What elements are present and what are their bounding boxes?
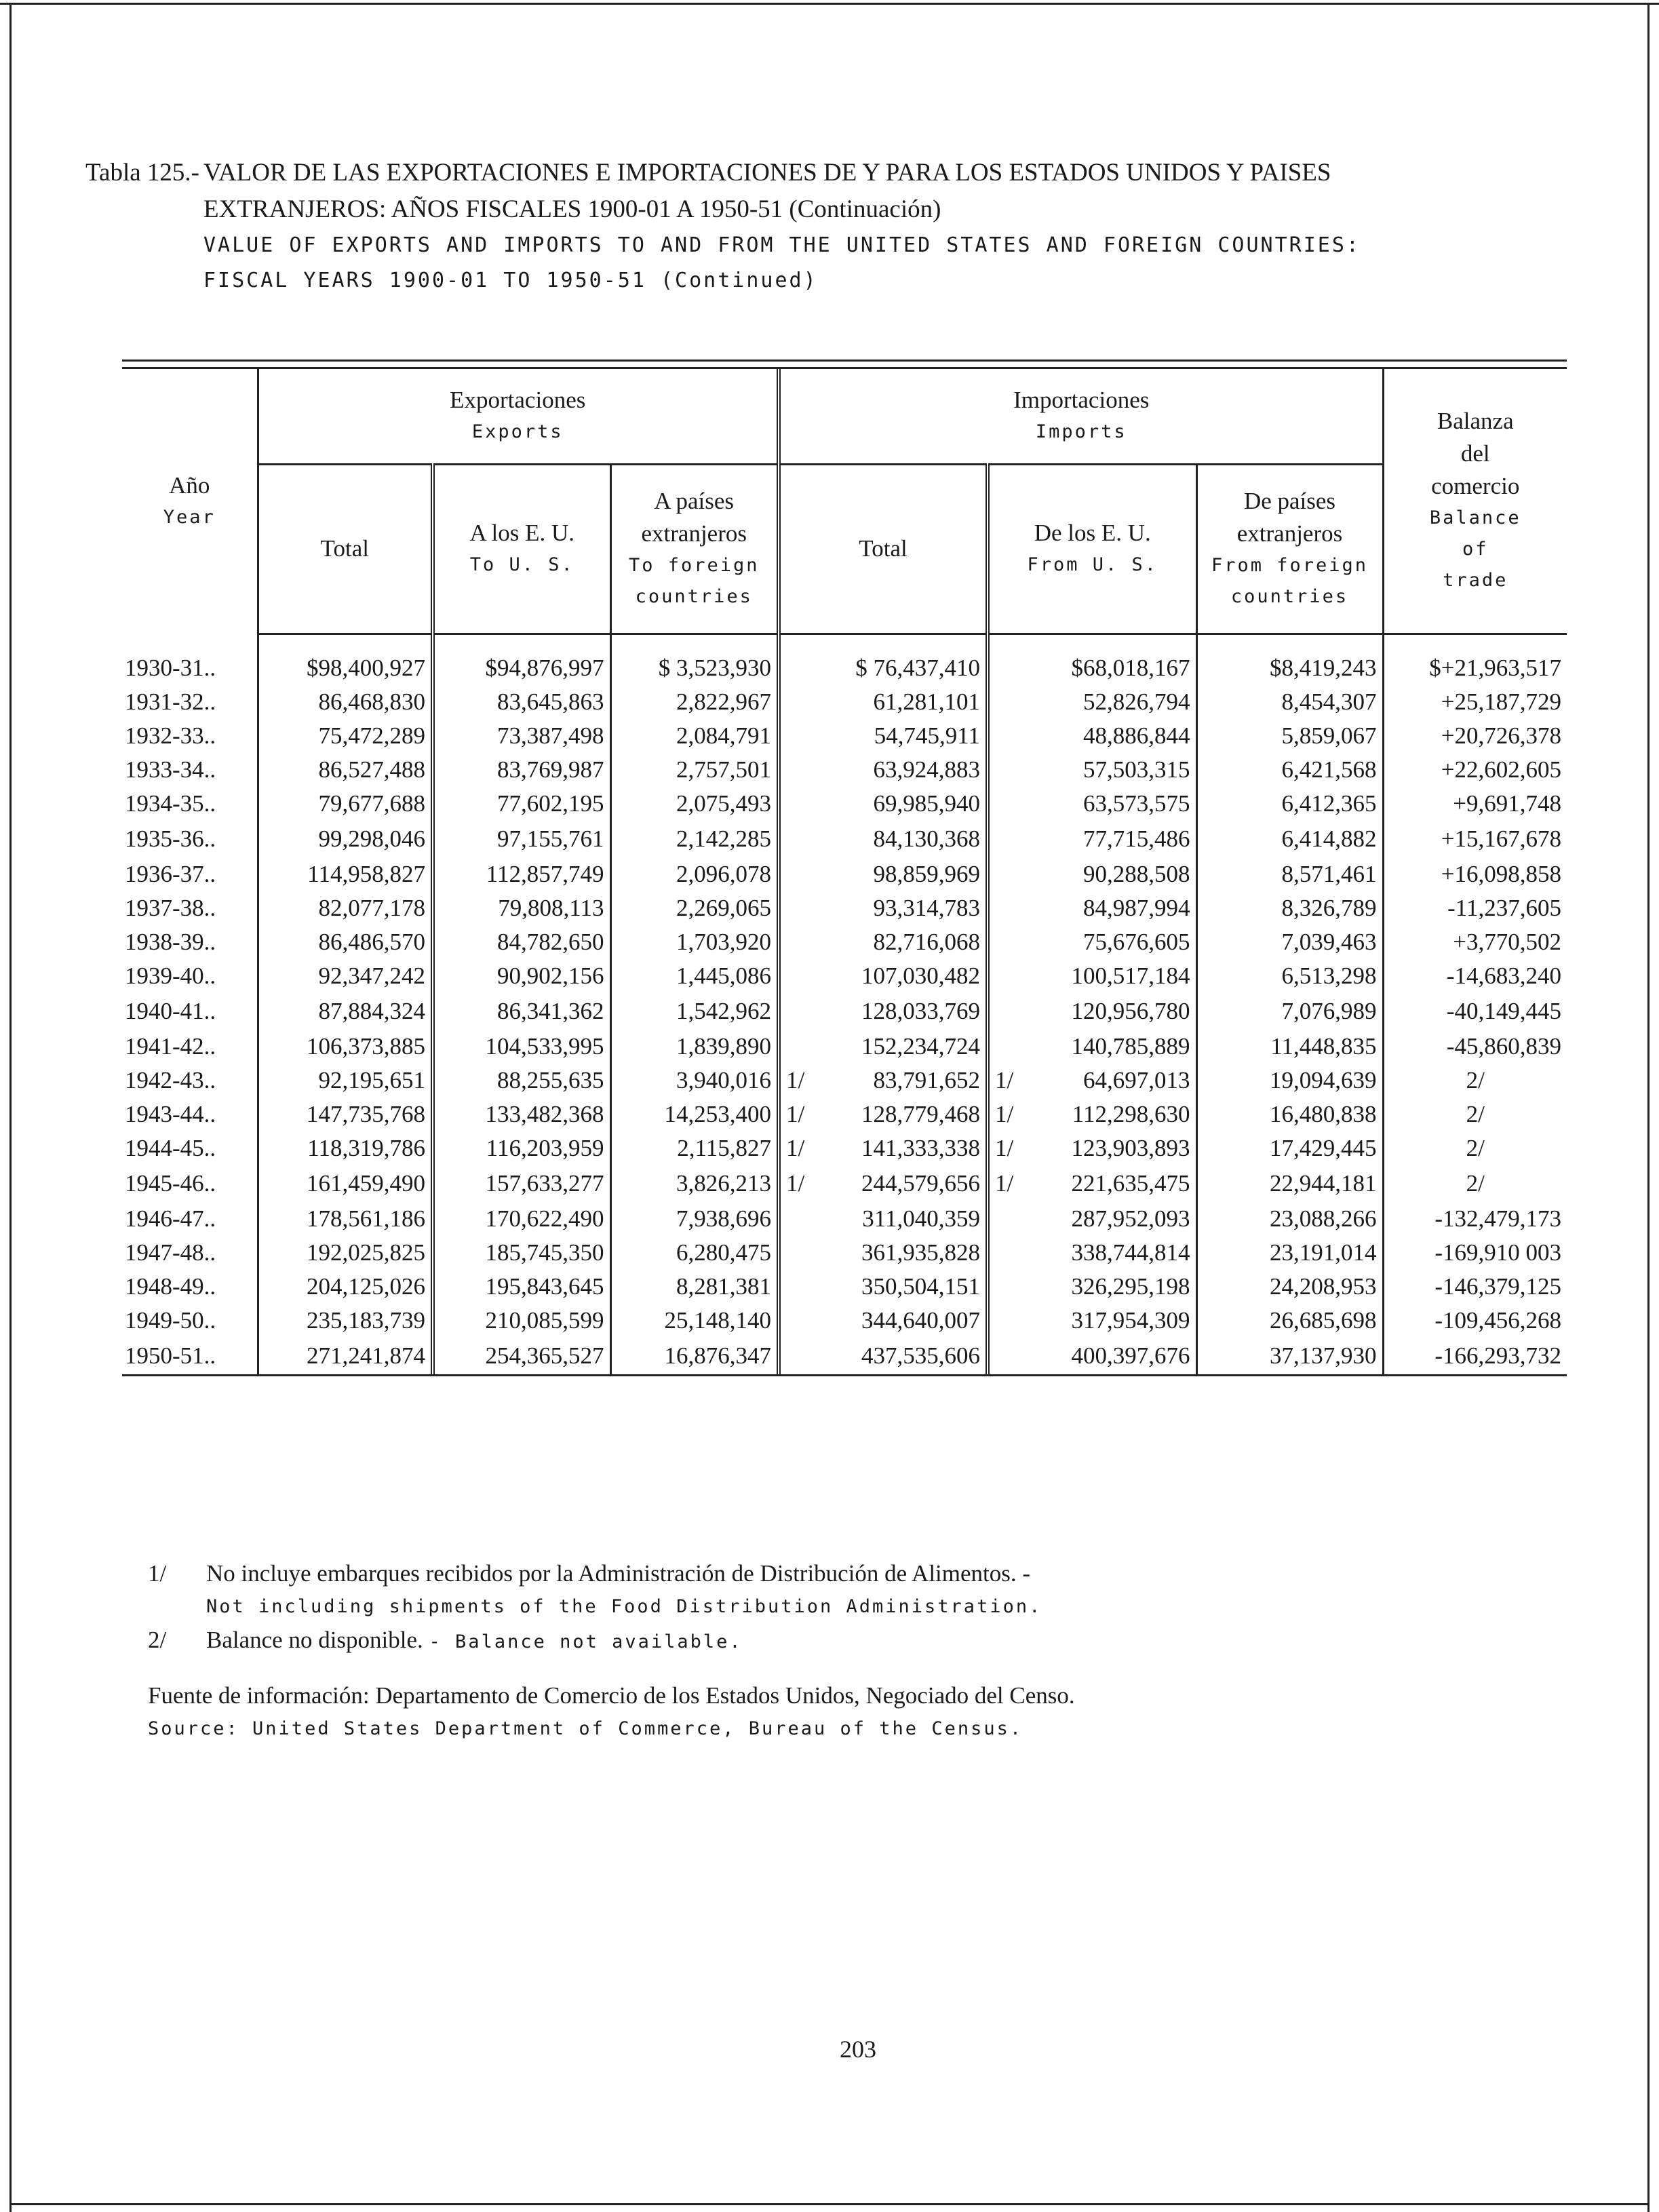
cell-imp-total: 107,030,482 <box>779 959 988 993</box>
cell-imp-foreign: 6,513,298 <box>1196 959 1383 993</box>
header-balance <box>1383 369 1567 634</box>
table-title <box>85 155 1560 298</box>
footnote-ref: 1/ <box>995 1170 1014 1197</box>
cell-year: 1937-38.. <box>125 895 216 921</box>
page-border-top <box>0 3 1659 5</box>
header-year-en: Year <box>163 507 216 528</box>
cell-year: 1945-46.. <box>125 1170 216 1197</box>
source-es: Fuente de información: Departamento de Comercio de los Estados Unidos, Negociado del Censo. <box>148 1682 1075 1709</box>
cell-year: 1950-51.. <box>125 1342 216 1369</box>
cell-value: 83,791,652 <box>873 1067 980 1093</box>
cell-value: 123,903,893 <box>1071 1135 1190 1161</box>
header-imp-foreign-es-1: De países <box>1243 488 1336 514</box>
cell-balance: +16,098,858 <box>1383 857 1567 891</box>
cell-imp-us: 84,987,994 <box>988 891 1196 925</box>
header-exp-us <box>433 464 610 634</box>
cell-exp-total: 75,472,289 <box>258 719 433 753</box>
cell-imp-us: 326,295,198 <box>988 1270 1196 1304</box>
table-row <box>122 651 1567 685</box>
cell-value: 221,635,475 <box>1071 1170 1190 1197</box>
table-number: Tabla 125.- <box>85 159 199 187</box>
cell-exp-total: 87,884,324 <box>258 993 433 1030</box>
cell-year: 1942-43.. <box>125 1067 216 1093</box>
header-imports <box>779 369 1383 464</box>
cell-exp-total: 79,677,688 <box>258 787 433 821</box>
cell-exp-us: 104,533,995 <box>433 1030 610 1064</box>
footnote-2 <box>148 1623 1504 1658</box>
table-row <box>122 1165 1567 1202</box>
cell-exp-foreign: 1,445,086 <box>610 959 779 993</box>
cell-year: 1939-40.. <box>125 963 216 989</box>
cell-balance: -132,479,173 <box>1383 1202 1567 1236</box>
header-balance-en-1: Balance <box>1429 507 1521 529</box>
cell-imp-foreign: 23,088,266 <box>1196 1202 1383 1236</box>
header-imp-foreign-en-2: countries <box>1230 586 1349 607</box>
page-border-bottom <box>9 2203 1650 2205</box>
cell-imp-total: 63,924,883 <box>779 753 988 787</box>
cell-imp-foreign: 8,571,461 <box>1196 857 1383 891</box>
cell-exp-total: $98,400,927 <box>258 651 433 685</box>
cell-imp-us: 120,956,780 <box>988 993 1196 1030</box>
header-exp-us-es: A los E. U. <box>469 520 575 546</box>
cell-year: 1946-47.. <box>125 1205 216 1232</box>
cell-imp-total: 152,234,724 <box>779 1030 988 1064</box>
cell-exp-foreign: 8,281,381 <box>610 1270 779 1304</box>
footnotes <box>148 1557 1504 1745</box>
cell-exp-us: 97,155,761 <box>433 821 610 857</box>
cell-balance: $+21,963,517 <box>1383 651 1567 685</box>
cell-imp-us: 63,573,575 <box>988 787 1196 821</box>
cell-exp-us: 195,843,645 <box>433 1270 610 1304</box>
header-balance-en-3: trade <box>1443 570 1508 591</box>
cell-value: 141,333,338 <box>861 1135 980 1161</box>
footnote-ref: 1/ <box>786 1170 805 1197</box>
table-row <box>122 787 1567 821</box>
table-row <box>122 1202 1567 1236</box>
cell-balance: -45,860,839 <box>1383 1030 1567 1064</box>
header-imports-en: Imports <box>1035 421 1127 443</box>
cell-imp-us: $68,018,167 <box>988 651 1196 685</box>
table-bottom-rule <box>122 1374 1567 1376</box>
header-exp-foreign-es-1: A países <box>654 488 735 514</box>
cell-exp-foreign: 16,876,347 <box>610 1338 779 1374</box>
page-number: 203 <box>840 2036 876 2063</box>
header-imports-es: Importaciones <box>1013 387 1150 414</box>
cell-exp-total: 235,183,739 <box>258 1304 433 1338</box>
footnote-1-en: Not including shipments of the Food Distribution Administration. <box>206 1596 1042 1617</box>
table-row <box>122 959 1567 993</box>
table-row <box>122 1098 1567 1131</box>
cell-imp-total <box>779 1131 988 1165</box>
cell-imp-total: $ 76,437,410 <box>779 651 988 685</box>
cell-balance: +25,187,729 <box>1383 685 1567 719</box>
cell-exp-total: 99,298,046 <box>258 821 433 857</box>
header-imp-us-es: De los E. U. <box>1034 520 1151 546</box>
header-year <box>122 369 258 634</box>
cell-year: 1931-32.. <box>125 688 216 715</box>
header-balance-en-2: of <box>1462 539 1489 560</box>
table-row <box>122 1236 1567 1270</box>
cell-imp-foreign: 17,429,445 <box>1196 1131 1383 1165</box>
cell-exp-total: 204,125,026 <box>258 1270 433 1304</box>
cell-imp-us: 140,785,889 <box>988 1030 1196 1064</box>
cell-imp-us: 75,676,605 <box>988 925 1196 959</box>
cell-exp-total: 82,077,178 <box>258 891 433 925</box>
cell-balance: +20,726,378 <box>1383 719 1567 753</box>
cell-exp-foreign: 3,826,213 <box>610 1165 779 1202</box>
cell-exp-us: 88,255,635 <box>433 1064 610 1098</box>
cell-year: 1933-34.. <box>125 756 216 783</box>
footnote-ref: 1/ <box>786 1067 805 1093</box>
header-year-es: Año <box>169 472 210 499</box>
cell-year: 1932-33.. <box>125 722 216 749</box>
cell-imp-total: 82,716,068 <box>779 925 988 959</box>
header-exp-foreign-en-2: countries <box>635 586 753 607</box>
cell-balance: -109,456,268 <box>1383 1304 1567 1338</box>
cell-year: 1930-31.. <box>125 655 216 681</box>
table-row <box>122 993 1567 1030</box>
cell-exp-us: 77,602,195 <box>433 787 610 821</box>
header-balance-es-3: comercio <box>1431 473 1520 500</box>
title-es-text-1: VALOR DE LAS EXPORTACIONES E IMPORTACIONES DE Y PARA LOS ESTADOS UNIDOS Y PAISES <box>203 159 1331 187</box>
cell-balance: +15,167,678 <box>1383 821 1567 857</box>
cell-exp-total: 92,195,651 <box>258 1064 433 1098</box>
cell-exp-total: 118,319,786 <box>258 1131 433 1165</box>
cell-balance: 2/ <box>1383 1165 1567 1202</box>
cell-exp-total: 178,561,186 <box>258 1202 433 1236</box>
cell-value: 64,697,013 <box>1083 1067 1190 1093</box>
table-row <box>122 1030 1567 1064</box>
cell-exp-us: 79,808,113 <box>433 891 610 925</box>
cell-imp-us: 287,952,093 <box>988 1202 1196 1236</box>
table-row <box>122 857 1567 891</box>
cell-imp-foreign: 6,414,882 <box>1196 821 1383 857</box>
title-es-line-1 <box>85 155 1560 191</box>
source-en: Source: United States Department of Commerce, Bureau of the Census. <box>148 1718 1023 1739</box>
cell-imp-total <box>779 1165 988 1202</box>
table-row <box>122 753 1567 787</box>
cell-exp-us: 86,341,362 <box>433 993 610 1030</box>
source-note <box>148 1679 1504 1745</box>
cell-imp-us: 317,954,309 <box>988 1304 1196 1338</box>
cell-imp-us <box>988 1131 1196 1165</box>
cell-exp-us: 84,782,650 <box>433 925 610 959</box>
cell-exp-total: 86,486,570 <box>258 925 433 959</box>
header-imp-foreign-es-2: extranjeros <box>1236 520 1343 547</box>
cell-balance: +22,602,605 <box>1383 753 1567 787</box>
footnote-2-es: Balance no disponible. <box>206 1627 423 1653</box>
cell-exp-total: 86,527,488 <box>258 753 433 787</box>
cell-exp-foreign: 2,142,285 <box>610 821 779 857</box>
cell-year: 1949-50.. <box>125 1307 216 1334</box>
cell-exp-us: 170,622,490 <box>433 1202 610 1236</box>
cell-imp-total <box>779 1064 988 1098</box>
cell-year: 1938-39.. <box>125 929 216 955</box>
cell-imp-total: 344,640,007 <box>779 1304 988 1338</box>
cell-imp-foreign: 6,412,365 <box>1196 787 1383 821</box>
cell-imp-us <box>988 1064 1196 1098</box>
cell-year: 1934-35.. <box>125 790 216 817</box>
cell-imp-total: 311,040,359 <box>779 1202 988 1236</box>
cell-exp-us: 157,633,277 <box>433 1165 610 1202</box>
cell-balance: -146,379,125 <box>1383 1270 1567 1304</box>
cell-year: 1935-36.. <box>125 826 216 852</box>
cell-imp-foreign: 23,191,014 <box>1196 1236 1383 1270</box>
cell-imp-foreign: 11,448,835 <box>1196 1030 1383 1064</box>
cell-exp-foreign: 14,253,400 <box>610 1098 779 1131</box>
cell-imp-us <box>988 1098 1196 1131</box>
table-row <box>122 1270 1567 1304</box>
cell-imp-foreign: 7,076,989 <box>1196 993 1383 1030</box>
cell-imp-foreign: $8,419,243 <box>1196 651 1383 685</box>
cell-year: 1943-44.. <box>125 1101 216 1127</box>
cell-imp-us: 100,517,184 <box>988 959 1196 993</box>
cell-exp-total: 92,347,242 <box>258 959 433 993</box>
header-exp-foreign <box>610 464 779 634</box>
cell-year: 1944-45.. <box>125 1135 216 1161</box>
cell-imp-foreign: 37,137,930 <box>1196 1338 1383 1374</box>
footnote-ref: 1/ <box>786 1101 805 1127</box>
cell-balance: 2/ <box>1383 1098 1567 1131</box>
cell-imp-foreign: 24,208,953 <box>1196 1270 1383 1304</box>
cell-exp-foreign: $ 3,523,930 <box>610 651 779 685</box>
cell-imp-total: 350,504,151 <box>779 1270 988 1304</box>
cell-year: 1936-37.. <box>125 861 216 887</box>
cell-imp-us: 48,886,844 <box>988 719 1196 753</box>
table-row <box>122 925 1567 959</box>
header-exp-foreign-es-2: extranjeros <box>641 520 747 547</box>
table-top-rule <box>122 360 1567 369</box>
footnote-ref: 1/ <box>995 1101 1014 1127</box>
footnote-1 <box>148 1557 1504 1591</box>
header-exp-foreign-en-1: To foreign <box>628 555 760 576</box>
cell-imp-us <box>988 1165 1196 1202</box>
cell-exp-foreign: 7,938,696 <box>610 1202 779 1236</box>
cell-balance: 2/ <box>1383 1131 1567 1165</box>
header-imp-foreign-en-1: From foreign <box>1211 555 1369 576</box>
cell-imp-foreign: 5,859,067 <box>1196 719 1383 753</box>
cell-imp-us: 400,397,676 <box>988 1338 1196 1374</box>
cell-imp-us: 90,288,508 <box>988 857 1196 891</box>
header-imp-foreign <box>1196 464 1383 634</box>
cell-imp-foreign: 6,421,568 <box>1196 753 1383 787</box>
cell-imp-total: 61,281,101 <box>779 685 988 719</box>
header-exp-total-es: Total <box>320 535 369 562</box>
cell-exp-us: 116,203,959 <box>433 1131 610 1165</box>
cell-imp-us: 57,503,315 <box>988 753 1196 787</box>
cell-exp-foreign: 2,115,827 <box>610 1131 779 1165</box>
cell-imp-total <box>779 1098 988 1131</box>
cell-exp-us: 185,745,350 <box>433 1236 610 1270</box>
cell-exp-us: $94,876,997 <box>433 651 610 685</box>
footnote-1-es: No incluye embarques recibidos por la Administración de Distribución de Alimentos. - <box>206 1560 1031 1587</box>
cell-value: 244,579,656 <box>861 1170 980 1197</box>
cell-exp-foreign: 2,269,065 <box>610 891 779 925</box>
table-body <box>122 651 1567 1374</box>
cell-exp-foreign: 1,839,890 <box>610 1030 779 1064</box>
page-border-right <box>1647 3 1650 2212</box>
header-balance-es-2: del <box>1460 440 1490 467</box>
cell-exp-foreign: 25,148,140 <box>610 1304 779 1338</box>
cell-exp-us: 254,365,527 <box>433 1338 610 1374</box>
cell-imp-total: 54,745,911 <box>779 719 988 753</box>
cell-exp-us: 210,085,599 <box>433 1304 610 1338</box>
cell-balance: 2/ <box>1383 1064 1567 1098</box>
footnote-ref: 1/ <box>995 1067 1014 1093</box>
cell-year: 1947-48.. <box>125 1239 216 1266</box>
table-row <box>122 891 1567 925</box>
table-row <box>122 719 1567 753</box>
cell-exp-foreign: 2,757,501 <box>610 753 779 787</box>
table-row <box>122 821 1567 857</box>
title-en-line-1: VALUE OF EXPORTS AND IMPORTS TO AND FROM THE UNITED STATES AND FOREIGN COUNTRIES: <box>203 233 1361 257</box>
footnote-2-mark: 2/ <box>148 1627 167 1653</box>
cell-imp-us: 52,826,794 <box>988 685 1196 719</box>
cell-exp-total: 161,459,490 <box>258 1165 433 1202</box>
footnote-ref: 1/ <box>995 1135 1014 1161</box>
cell-imp-total: 437,535,606 <box>779 1338 988 1374</box>
header-imp-total <box>779 464 988 634</box>
page-border-left <box>9 3 12 2212</box>
cell-imp-foreign: 22,944,181 <box>1196 1165 1383 1202</box>
cell-exp-total: 147,735,768 <box>258 1098 433 1131</box>
table-row <box>122 1338 1567 1374</box>
cell-balance: -166,293,732 <box>1383 1338 1567 1374</box>
table-row <box>122 685 1567 719</box>
cell-imp-total: 84,130,368 <box>779 821 988 857</box>
header-imp-us <box>988 464 1196 634</box>
table-row <box>122 1064 1567 1098</box>
cell-exp-total: 271,241,874 <box>258 1338 433 1374</box>
cell-balance: -11,237,605 <box>1383 891 1567 925</box>
cell-exp-foreign: 1,703,920 <box>610 925 779 959</box>
cell-exp-total: 114,958,827 <box>258 857 433 891</box>
header-exports <box>258 369 779 464</box>
cell-exp-us: 112,857,749 <box>433 857 610 891</box>
cell-exp-foreign: 2,084,791 <box>610 719 779 753</box>
cell-exp-us: 133,482,368 <box>433 1098 610 1131</box>
header-exports-en: Exports <box>471 421 564 443</box>
cell-exp-us: 83,645,863 <box>433 685 610 719</box>
cell-exp-total: 86,468,830 <box>258 685 433 719</box>
cell-imp-foreign: 16,480,838 <box>1196 1098 1383 1131</box>
cell-imp-foreign: 26,685,698 <box>1196 1304 1383 1338</box>
cell-imp-foreign: 19,094,639 <box>1196 1064 1383 1098</box>
cell-imp-us: 338,744,814 <box>988 1236 1196 1270</box>
cell-exp-us: 83,769,987 <box>433 753 610 787</box>
footnote-1-mark: 1/ <box>148 1560 167 1587</box>
cell-exp-us: 90,902,156 <box>433 959 610 993</box>
header-exports-es: Exportaciones <box>450 387 586 414</box>
header-exp-us-en: To U. S. <box>469 554 574 575</box>
cell-imp-total: 98,859,969 <box>779 857 988 891</box>
cell-imp-total: 93,314,783 <box>779 891 988 925</box>
header-balance-es-1: Balanza <box>1437 408 1514 435</box>
cell-exp-foreign: 2,822,967 <box>610 685 779 719</box>
cell-balance: -169,910 003 <box>1383 1236 1567 1270</box>
cell-balance: +3,770,502 <box>1383 925 1567 959</box>
data-table <box>122 369 1567 1374</box>
title-en-line-2: FISCAL YEARS 1900-01 TO 1950-51 (Continued) <box>203 269 818 292</box>
cell-year: 1948-49.. <box>125 1273 216 1300</box>
footnote-2-en: - Balance not available. <box>429 1631 743 1652</box>
cell-imp-foreign: 8,326,789 <box>1196 891 1383 925</box>
cell-exp-total: 106,373,885 <box>258 1030 433 1064</box>
cell-imp-us: 77,715,486 <box>988 821 1196 857</box>
footnote-ref: 1/ <box>786 1135 805 1161</box>
header-imp-total-es: Total <box>859 535 907 562</box>
cell-balance: -14,683,240 <box>1383 959 1567 993</box>
cell-exp-foreign: 2,096,078 <box>610 857 779 891</box>
cell-exp-foreign: 3,940,016 <box>610 1064 779 1098</box>
trade-table <box>122 360 1567 1376</box>
cell-value: 112,298,630 <box>1072 1101 1190 1127</box>
cell-imp-foreign: 8,454,307 <box>1196 685 1383 719</box>
cell-exp-us: 73,387,498 <box>433 719 610 753</box>
cell-imp-total: 128,033,769 <box>779 993 988 1030</box>
cell-exp-foreign: 6,280,475 <box>610 1236 779 1270</box>
cell-imp-total: 361,935,828 <box>779 1236 988 1270</box>
cell-imp-foreign: 7,039,463 <box>1196 925 1383 959</box>
cell-year: 1941-42.. <box>125 1033 216 1060</box>
cell-year: 1940-41.. <box>125 998 216 1024</box>
cell-balance: -40,149,445 <box>1383 993 1567 1030</box>
header-imp-us-en: From U. S. <box>1027 554 1158 575</box>
cell-exp-total: 192,025,825 <box>258 1236 433 1270</box>
cell-value: 128,779,468 <box>861 1101 980 1127</box>
title-es-line-2: EXTRANJEROS: AÑOS FISCALES 1900-01 A 1950-51 (Continuación) <box>203 195 941 223</box>
table-row <box>122 1131 1567 1165</box>
header-exp-total <box>258 464 433 634</box>
cell-exp-foreign: 2,075,493 <box>610 787 779 821</box>
cell-exp-foreign: 1,542,962 <box>610 993 779 1030</box>
cell-imp-total: 69,985,940 <box>779 787 988 821</box>
cell-balance: +9,691,748 <box>1383 787 1567 821</box>
table-row <box>122 1304 1567 1338</box>
